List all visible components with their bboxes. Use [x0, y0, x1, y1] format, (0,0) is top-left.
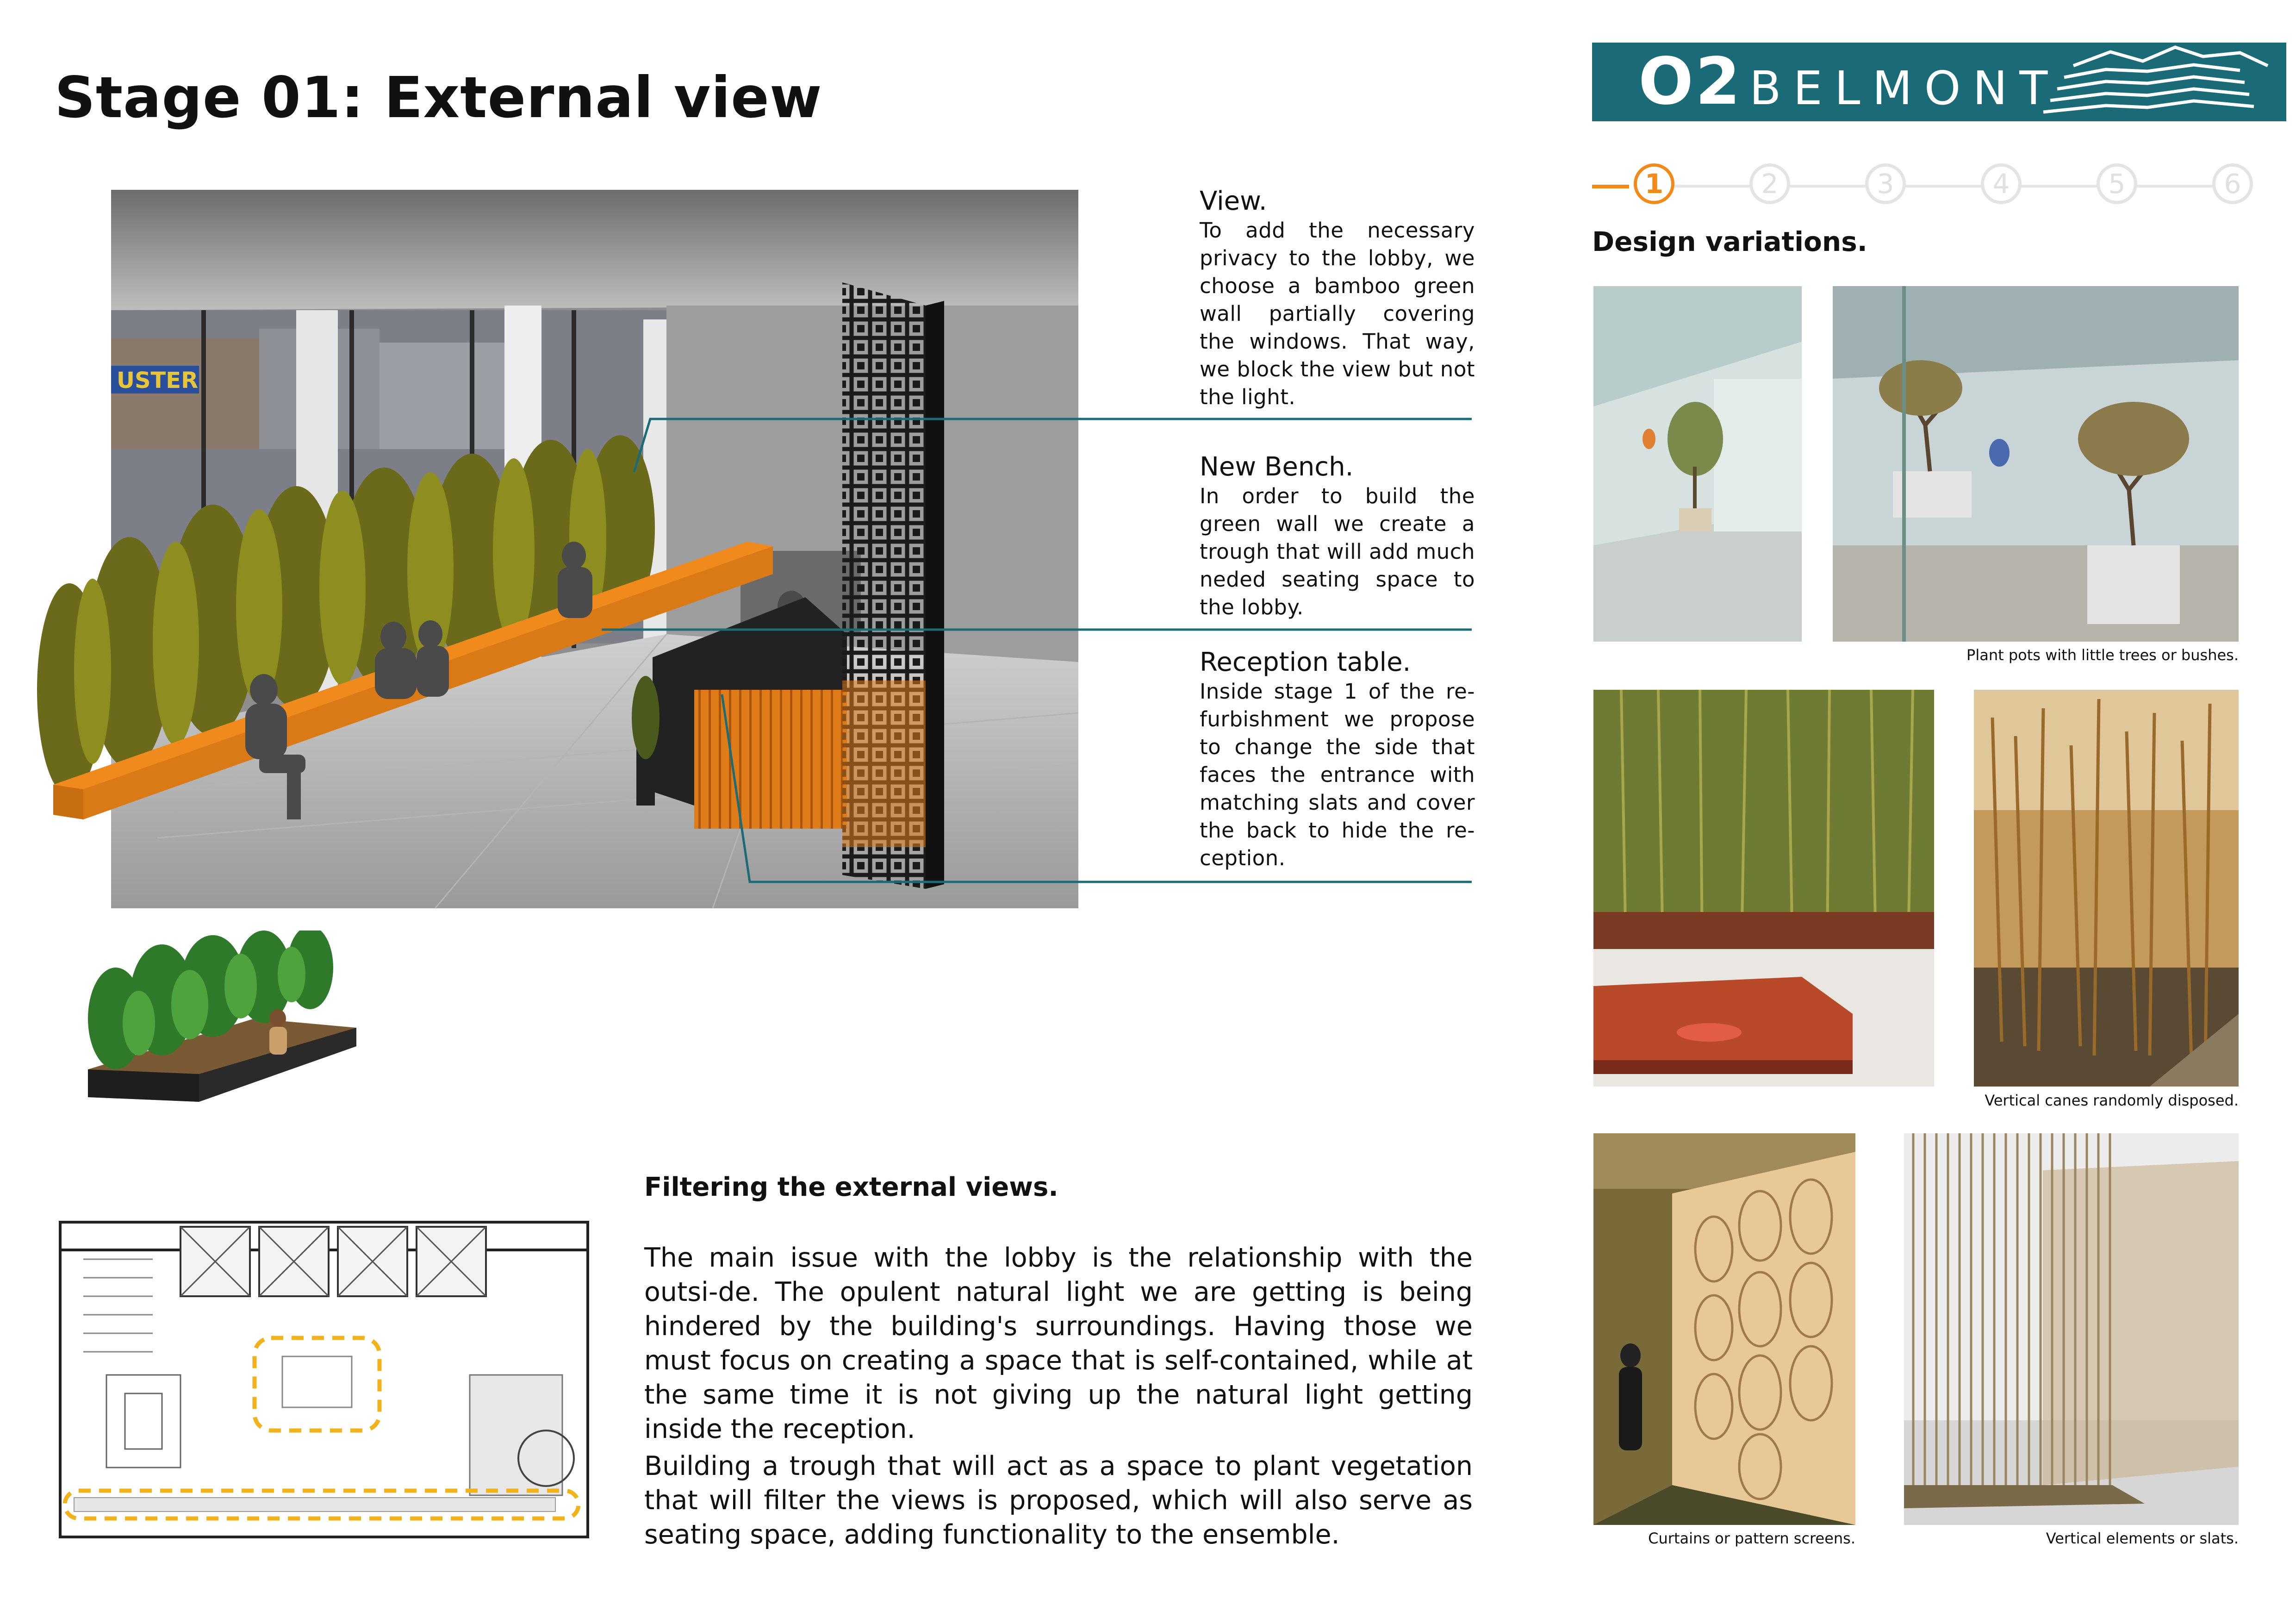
step-2[interactable]: 2	[1749, 163, 1790, 204]
pattern-screen-image	[1593, 1133, 1855, 1525]
bench-sketch-image	[79, 931, 356, 1125]
floor-plan	[46, 1199, 620, 1551]
caption-curtains: Curtains or pattern screens.	[1648, 1530, 1855, 1547]
photo-pattern-screen	[1593, 1133, 1855, 1525]
photo-pots-gallery	[1833, 286, 2239, 642]
brand-banner	[1592, 43, 2286, 121]
step-4[interactable]: 4	[1981, 163, 2022, 204]
photo-vertical-canes	[1974, 690, 2239, 1087]
pots-gallery-image	[1833, 286, 2239, 642]
bench-heading: New Bench.	[1200, 452, 1354, 482]
annotation-leaders	[0, 0, 1481, 907]
floor-plan-drawing	[46, 1199, 620, 1551]
caption-pots: Plant pots with little trees or bushes.	[1966, 646, 2239, 664]
render-sign-text: USTER	[117, 368, 199, 394]
stage-stepper	[1592, 160, 2277, 211]
bench-body: In order to build the green wall we create a trough that will add much neded seating space to the lobby.	[1200, 484, 1475, 619]
reception-heading: Reception table.	[1200, 647, 1411, 677]
brand-name: BELMONT	[1749, 61, 2060, 115]
caption-slats: Vertical elements or slats.	[2046, 1530, 2239, 1547]
view-body: To add the necessary privacy to the lobby, we choose a bamboo green wall partially covering the windows. That way, we block the view but not the light.	[1200, 218, 1475, 409]
filtering-paragraph-1: The main issue with the lobby is the relationship with the outsi-de. The opulent natural light we are getting is being hindered by the building's surroundings. Having those we must focus on creating a space that is self-contained, while at the same time it is not giving up the natural light getting inside the reception.	[644, 1243, 1473, 1444]
stepper-track	[1634, 185, 2249, 187]
bench-sketch	[79, 931, 356, 1125]
photo-pots-corridor	[1593, 286, 1802, 642]
reception-leader-line	[722, 694, 1472, 882]
page-title: Stage 01: External view	[55, 65, 822, 131]
vertical-slats-image	[1904, 1133, 2239, 1525]
step-1[interactable]: 1	[1634, 163, 1674, 204]
mountain-logo-icon	[1592, 43, 2286, 121]
photo-vertical-slats	[1904, 1133, 2239, 1525]
step-3[interactable]: 3	[1865, 163, 1906, 204]
bamboo-bench-image	[1593, 690, 1934, 1087]
reception-body: Inside stage 1 of the re-furbishment we propose to change the side that faces the entrance with matching slats and cover the back to hide the re-ception.	[1200, 679, 1475, 870]
filtering-paragraph-2: Building a trough that will act as a space to plant vegetation that will filter the views is proposed, which will also serve as seating space, adding functionality to the ensemble.	[644, 1451, 1473, 1550]
filtering-title: Filtering the external views.	[644, 1172, 1058, 1202]
step-5[interactable]: 5	[2097, 163, 2137, 204]
brand-o2: O2	[1638, 44, 1742, 119]
photo-bamboo-bench	[1593, 690, 1934, 1087]
caption-canes: Vertical canes randomly disposed.	[1985, 1092, 2239, 1109]
stepper-lead	[1592, 185, 1629, 188]
view-leader-line	[634, 419, 1472, 472]
view-heading: View.	[1200, 186, 1267, 216]
pots-corridor-image	[1593, 286, 1802, 642]
vertical-canes-image	[1974, 690, 2239, 1087]
step-6[interactable]: 6	[2212, 163, 2253, 204]
design-variations-title: Design variations.	[1592, 226, 1867, 257]
